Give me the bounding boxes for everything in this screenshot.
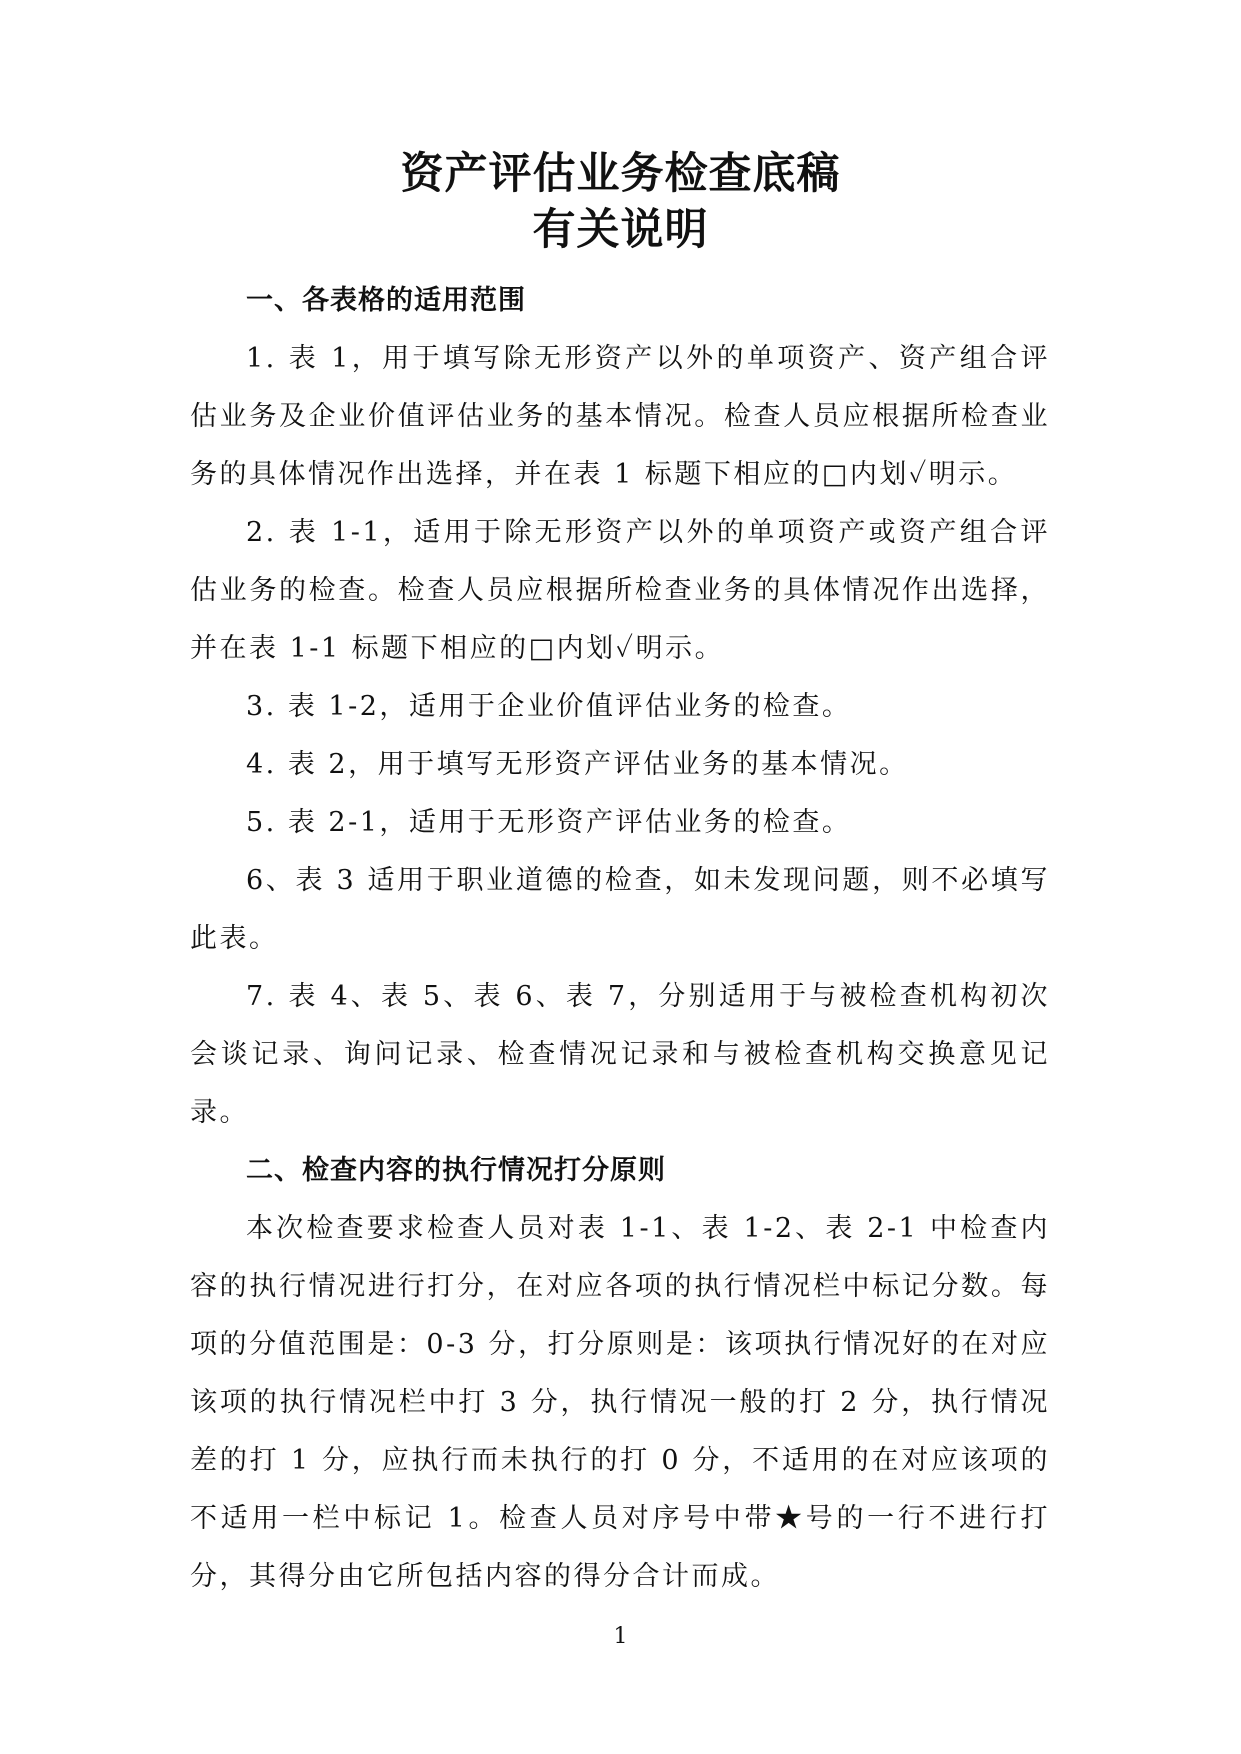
- document-title: [0, 146, 1241, 258]
- item-4: 4. 表 2，用于填写无形资产评估业务的基本情况。: [246, 749, 909, 780]
- section-2-paragraph: 本次检查要求检查人员对表 1-1、表 1-2、表 2-1 中检查内容的执行情况进行打分，在对应各项的执行情况栏中标记分数。每项的分值范围是：0-3 分，打分原则是：该项执行情况好的在对应该项的执行情况栏中打 3 分，执行情况一般的打 2 分，执行情况差的打 1 分，应执行而未执行的打 0 分，不适用的在对应该项的不适用一栏中标记 1。检查人员对序号中带★号的一行不进行打分，其得分由它所包括内容的得分合计而成。: [190, 1213, 1050, 1592]
- title-line-2: 有关说明: [532, 205, 709, 255]
- item-7: 7. 表 4、表 5、表 6、表 7，分别适用于与被检查机构初次会谈记录、询问记录、检查情况记录和与被检查机构交换意见记录。: [190, 981, 1050, 1128]
- page-number: 1: [613, 1624, 628, 1649]
- document-body: [190, 272, 1050, 1606]
- item-3: 3. 表 1-2，适用于企业价值评估业务的检查。: [246, 691, 852, 722]
- section-1-heading: 一、各表格的适用范围: [246, 285, 526, 316]
- section-2-heading: 二、检查内容的执行情况打分原则: [246, 1155, 666, 1186]
- item-6: 6、表 3 适用于职业道德的检查，如未发现问题，则不必填写此表。: [190, 865, 1050, 954]
- item-2: 2. 表 1-1，适用于除无形资产以外的单项资产或资产组合评估业务的检查。检查人员应根据所检查业务的具体情况作出选择，并在表 1-1 标题下相应的□内划✓明示。: [190, 517, 1050, 664]
- title-line-1: 资产评估业务检查底稿: [400, 149, 841, 199]
- item-1: 1. 表 1，用于填写除无形资产以外的单项资产、资产组合评估业务及企业价值评估业务的基本情况。检查人员应根据所检查业务的具体情况作出选择，并在表 1 标题下相应的□内划✓明示。: [190, 343, 1050, 490]
- item-5: 5. 表 2-1，适用于无形资产评估业务的检查。: [246, 807, 852, 838]
